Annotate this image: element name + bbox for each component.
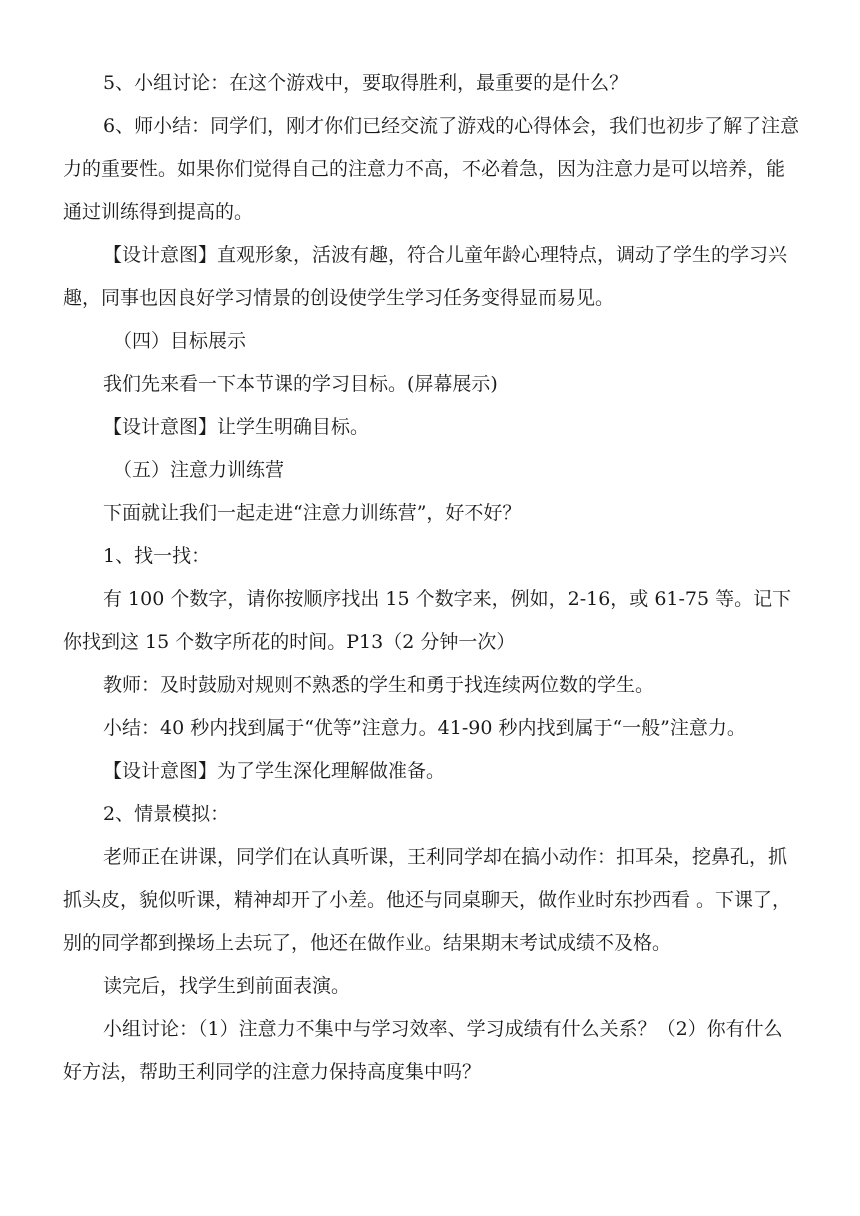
paragraph-performance: 读完后，找学生到前面表演。 — [103, 975, 351, 997]
paragraph-activity-find: 1、找一找： — [103, 545, 211, 567]
paragraph-teacher-note: 教师：及时鼓励对规则不熟悉的学生和勇于找连续两位数的学生。 — [103, 674, 655, 696]
paragraph-activity-scenario: 2、情景模拟： — [103, 803, 230, 825]
document-body — [63, 62, 801, 1094]
paragraph-learning-goals: 我们先来看一下本节课的学习目标。(屏幕展示) — [103, 373, 498, 395]
paragraph-summary-ratings: 小结：40 秒内找到属于“优等”注意力。41-90 秒内找到属于“一般”注意力。 — [103, 717, 746, 739]
paragraph-number-task: 有 100 个数字，请你按顺序找出 15 个数字来，例如，2-16，或 61-75 等。记下你找到这 15 个数字所花的时间。P13（2 分钟一次） — [63, 588, 792, 653]
paragraph-group-discussion-5: 5、小组讨论：在这个游戏中，要取得胜利，最重要的是什么？ — [103, 72, 629, 94]
paragraph-teacher-summary-6: 6、师小结：同学们，刚才你们已经交流了游戏的心得体会，我们也初步了解了注意力的重要性。如果你们觉得自己的注意力不高，不必着急，因为注意力是可以培养，能通过训练得到提高的。 — [63, 115, 800, 223]
section-heading-goal-display: （四）目标展示 — [113, 330, 247, 352]
section-heading-attention-camp: （五）注意力训练营 — [113, 459, 285, 481]
paragraph-design-intent-3: 【设计意图】为了学生深化理解做准备。 — [103, 760, 446, 782]
paragraph-design-intent-2: 【设计意图】让学生明确目标。 — [103, 416, 370, 438]
paragraph-camp-intro: 下面就让我们一起走进“注意力训练营”，好不好？ — [103, 502, 522, 524]
paragraph-design-intent-1: 【设计意图】直观形象，活波有趣，符合儿童年龄心理特点，调动了学生的学习兴趣，同事也因良好学习情景的创设使学生学习任务变得显而易见。 — [63, 244, 788, 309]
paragraph-group-discussion-questions: 小组讨论：（1）注意力不集中与学习效率、学习成绩有什么关系？（2）你有什么好方法，帮助王利同学的注意力保持高度集中吗？ — [63, 1018, 783, 1083]
paragraph-scenario-story: 老师正在讲课，同学们在认真听课，王利同学却在搞小动作：扣耳朵，挖鼻孔，抓抓头皮，貌似听课，精神却开了小差。他还与同桌聊天，做作业时东抄西看 。下课了，别的同学都到操场上去玩了，他还在做作业。结果期末考试成绩不及格。 — [63, 846, 792, 954]
